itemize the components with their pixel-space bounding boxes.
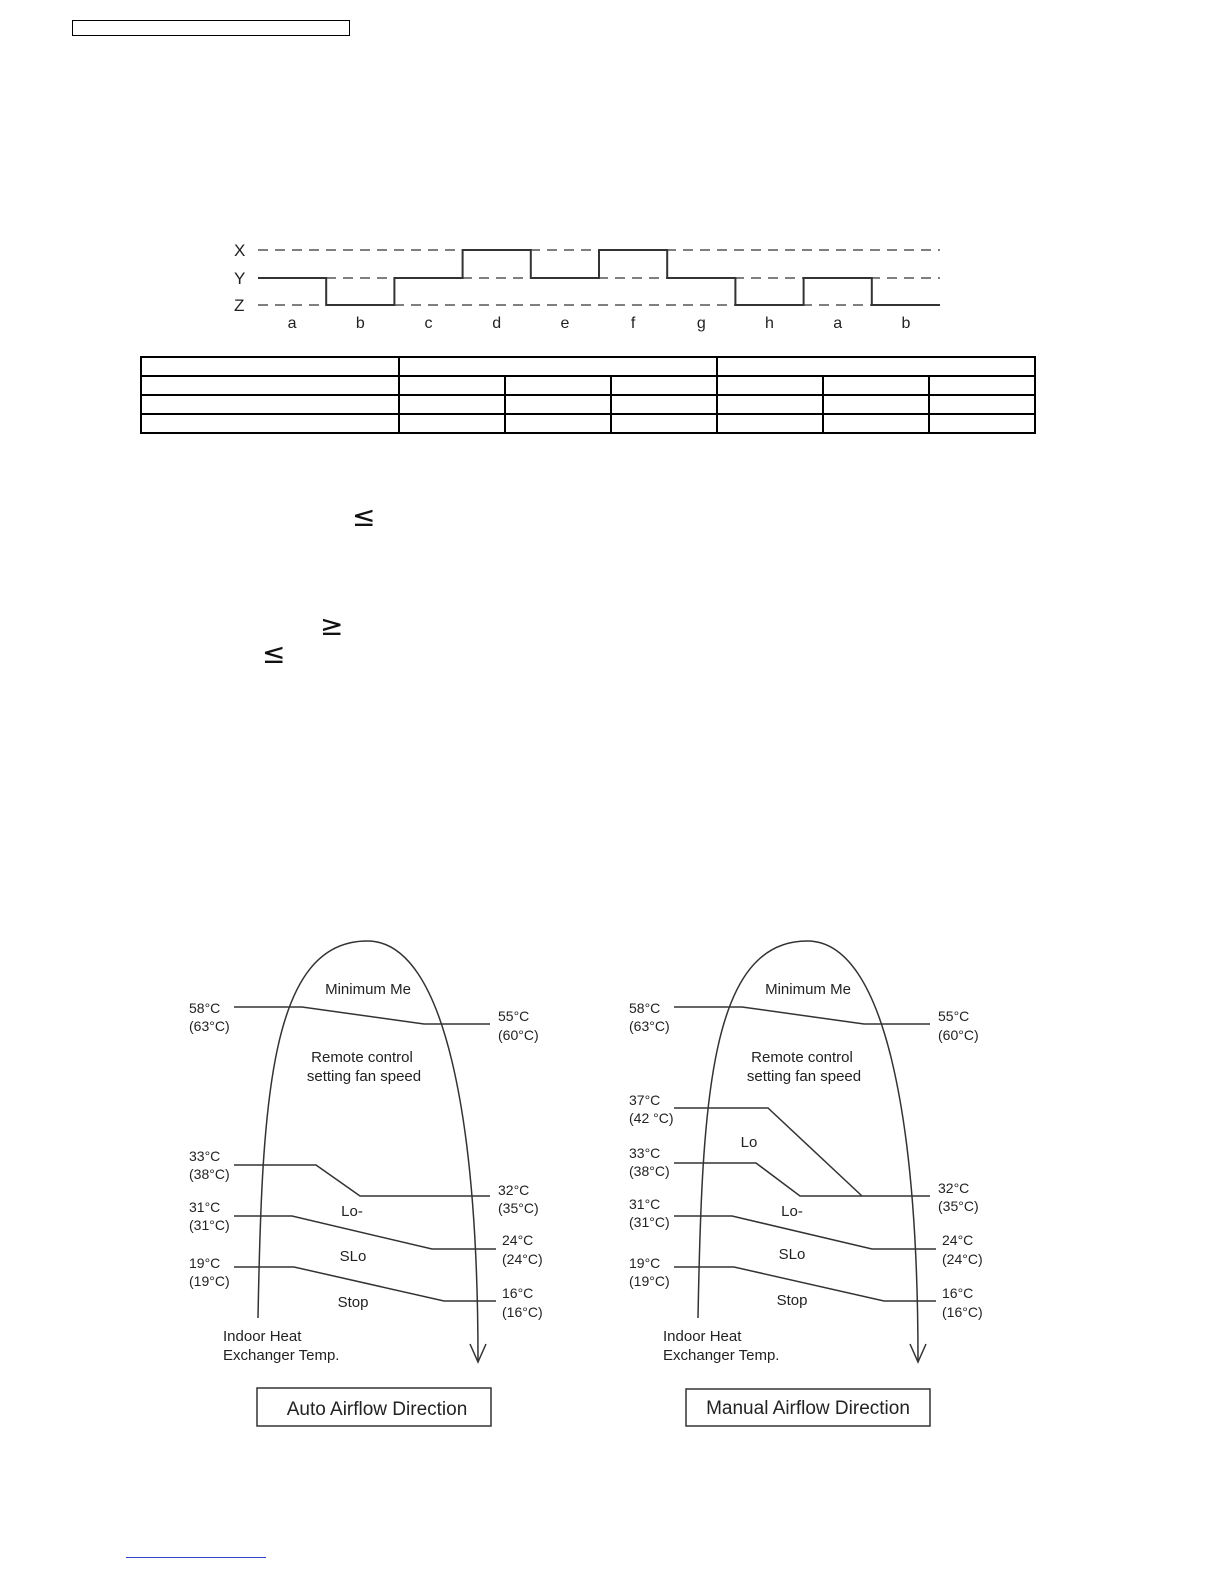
right-temp-16p: (16°C) (942, 1304, 983, 1320)
right-temp-35: (35°C) (938, 1198, 979, 1214)
left-temp-31p: (31°C) (629, 1214, 670, 1230)
left-temp-38: (38°C) (629, 1163, 670, 1179)
table-cell (823, 414, 929, 433)
right-temp-24: 24°C (502, 1232, 534, 1248)
zone-stop: Stop (337, 1294, 369, 1311)
waveform-diagram (0, 0, 1224, 340)
less-equal-symbol-2: ≤ (262, 637, 286, 670)
threshold-line-31 (674, 1216, 936, 1249)
curve-label: Minimum Me (765, 981, 851, 998)
right-temp-24: 24°C (942, 1232, 974, 1248)
right-temp-55: 55°C (498, 1008, 530, 1024)
left-temp-63: (63°C) (189, 1018, 230, 1034)
zone-lo: Lo (740, 1134, 758, 1151)
left-temp-58: 58°C (629, 1000, 661, 1016)
right-temp-16p: (16°C) (502, 1304, 543, 1320)
middle-label-1: Remote control (751, 1049, 853, 1066)
envelope-curve (698, 941, 918, 1360)
segment-label-b: b (355, 315, 365, 332)
footer-link-line[interactable] (126, 1557, 266, 1558)
table-cell (505, 376, 611, 395)
zone-stop: Stop (776, 1292, 808, 1309)
table-cell (717, 414, 823, 433)
less-equal-symbol: ≤ (352, 500, 376, 533)
right-temp-16: 16°C (502, 1285, 534, 1301)
right-temp-60: (60°C) (498, 1027, 539, 1043)
segment-label-h: h (765, 315, 774, 332)
right-temp-55: 55°C (938, 1008, 970, 1024)
axis-label-2: Exchanger Temp. (223, 1347, 340, 1364)
table-cell (823, 395, 929, 414)
zone-slo: SLo (778, 1246, 806, 1263)
table-cell (399, 414, 505, 433)
table-cell (717, 395, 823, 414)
table-cell (717, 357, 1035, 376)
segment-label-e: e (560, 315, 570, 332)
table-cell (505, 395, 611, 414)
segment-label-g: g (696, 315, 706, 332)
segment-label-b: b (901, 315, 911, 332)
table-cell (929, 414, 1035, 433)
middle-label-2: setting fan speed (746, 1068, 862, 1085)
left-temp-31: 31°C (629, 1196, 661, 1212)
zone-lo-minus: Lo- (781, 1203, 803, 1220)
left-temp-19: 19°C (189, 1255, 221, 1271)
right-temp-16: 16°C (942, 1285, 974, 1301)
threshold-line-33 (674, 1163, 930, 1196)
left-temp-33: 33°C (629, 1145, 661, 1161)
right-temp-60: (60°C) (938, 1027, 979, 1043)
table-cell (611, 376, 717, 395)
table-cell (141, 395, 399, 414)
right-temp-32: 32°C (498, 1182, 530, 1198)
manual-airflow-diagram (440, 920, 1040, 1440)
axis-label-1: Indoor Heat (663, 1328, 742, 1345)
table-row (141, 395, 1035, 414)
left-temp-63: (63°C) (629, 1018, 670, 1034)
middle-label-2: setting fan speed (306, 1068, 422, 1085)
caption-text: Auto Airflow Direction (286, 1399, 468, 1420)
caption-text: Manual Airflow Direction (706, 1398, 910, 1419)
right-temp-24p: (24°C) (942, 1251, 983, 1267)
right-temp-35: (35°C) (498, 1200, 539, 1216)
left-temp-31p: (31°C) (189, 1217, 230, 1233)
table-cell (141, 357, 399, 376)
threshold-line-58 (674, 1007, 930, 1024)
greater-equal-symbol: ≥ (320, 609, 344, 642)
table-row (141, 414, 1035, 433)
table-cell (141, 376, 399, 395)
segment-label-a: a (833, 315, 843, 332)
table-cell (929, 395, 1035, 414)
table-cell (929, 376, 1035, 395)
table-row (141, 376, 1035, 395)
table-cell (611, 395, 717, 414)
zone-lo-minus: Lo- (341, 1203, 363, 1220)
level-x-label: X (234, 241, 246, 260)
table-cell (717, 376, 823, 395)
left-temp-58: 58°C (189, 1000, 221, 1016)
curve-label: Minimum Me (325, 981, 411, 998)
left-temp-37: 37°C (629, 1092, 661, 1108)
table-cell (399, 395, 505, 414)
left-temp-19p: (19°C) (189, 1273, 230, 1289)
left-temp-19: 19°C (629, 1255, 661, 1271)
segment-label-a: a (287, 315, 297, 332)
table-cell (611, 414, 717, 433)
middle-label-1: Remote control (311, 1049, 413, 1066)
left-temp-31: 31°C (189, 1199, 221, 1215)
right-temp-32: 32°C (938, 1180, 970, 1196)
axis-label-2: Exchanger Temp. (663, 1347, 780, 1364)
table-cell (823, 376, 929, 395)
table-cell (399, 357, 717, 376)
segment-label-c: c (424, 315, 433, 332)
right-temp-24p: (24°C) (502, 1251, 543, 1267)
empty-table (140, 356, 1036, 434)
left-temp-19p: (19°C) (629, 1273, 670, 1289)
zone-slo: SLo (339, 1248, 367, 1265)
left-temp-42: (42 °C) (629, 1110, 674, 1126)
left-temp-38: (38°C) (189, 1166, 230, 1182)
level-y-label: Y (234, 269, 246, 288)
level-z-label: Z (234, 296, 245, 315)
table-cell (141, 414, 399, 433)
segment-label-f: f (630, 315, 636, 332)
table-cell (399, 376, 505, 395)
axis-label-1: Indoor Heat (223, 1328, 302, 1345)
table-header-row (141, 357, 1035, 376)
left-temp-33: 33°C (189, 1148, 221, 1164)
table-cell (505, 414, 611, 433)
segment-label-d: d (492, 315, 502, 332)
